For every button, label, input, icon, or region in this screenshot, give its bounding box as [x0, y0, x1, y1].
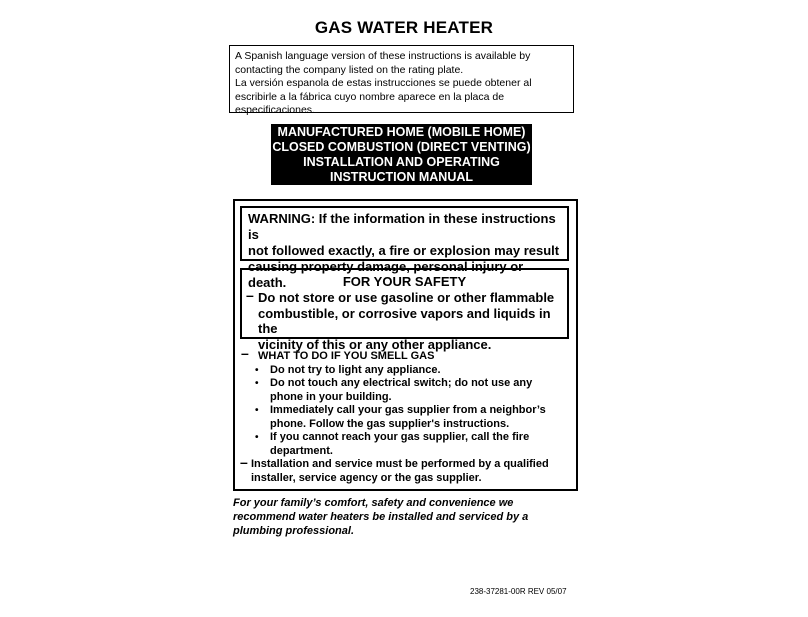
smell-gas-item-3-line2: phone. Follow the gas supplier's instructions.	[270, 417, 510, 430]
family-line2: recommend water heaters be installed and serviced by a	[233, 511, 529, 523]
bullet-1: •	[255, 365, 259, 376]
smell-gas-dash-marker: –	[241, 345, 249, 361]
warning-line3: causing property damage, personal injury or death.	[248, 259, 524, 290]
smell-gas-item-2	[270, 377, 560, 404]
installation-line1: Installation and service must be performed by a qualified	[251, 458, 549, 470]
smell-gas-item-4	[270, 431, 560, 458]
family-line1: For your family’s comfort, safety and convenience we	[233, 497, 514, 509]
installation-dash-marker: –	[240, 454, 248, 470]
manual-title-line2: CLOSED COMBUSTION (DIRECT VENTING)	[272, 140, 531, 154]
safety-box	[240, 268, 569, 352]
language-notice-en-line2: contacting the company listed on the rating plate.	[235, 63, 464, 76]
language-notice-box	[229, 45, 574, 116]
bullet-2: •	[255, 378, 259, 389]
manual-title-line1: MANUFACTURED HOME (MOBILE HOME)	[277, 125, 526, 139]
smell-gas-item-4-line1: If you cannot reach your gas supplier, call the fire	[270, 431, 530, 443]
warning-line2: not followed exactly, a fire or explosion may result	[248, 243, 560, 258]
smell-gas-item-3	[270, 404, 560, 431]
smell-gas-item-2-line1: Do not touch any electrical switch; do not use any	[270, 377, 533, 389]
installation-text	[251, 458, 566, 485]
safety-dash-marker: –	[246, 287, 254, 303]
revision-number: 238-37281-00R REV 05/07	[470, 587, 567, 596]
language-notice-es-line1: La versión espanola de estas instrucciones se puede obtener al	[235, 77, 532, 89]
family-recommendation	[233, 496, 578, 538]
smell-gas-item-1	[270, 364, 560, 378]
safety-line2: combustible, or corrosive vapors and liquids in the	[258, 305, 551, 336]
smell-gas-item-4-line2: department.	[270, 444, 333, 457]
safety-text	[258, 290, 561, 352]
family-line3: plumbing professional.	[233, 525, 355, 537]
smell-gas-item-2-line2: phone in your building.	[270, 390, 392, 403]
smell-gas-item-1-line1: Do not try to light any appliance.	[270, 364, 441, 376]
installation-line2: installer, service agency or the gas supplier.	[251, 471, 482, 484]
page-title: GAS WATER HEATER	[314, 18, 494, 37]
manual-title-box	[271, 124, 532, 185]
smell-gas-heading: WHAT TO DO IF YOU SMELL GAS	[258, 350, 435, 362]
smell-gas-item-3-line1: Immediately call your gas supplier from a neighbor’s	[270, 404, 546, 416]
language-notice-es-line3: especificaciones.	[235, 104, 315, 116]
warning-line1: WARNING: If the information in these instructions is	[248, 211, 556, 242]
language-notice-es-line2: escribirle a la fábrica cuyo nombre aparece en la placa de	[235, 90, 505, 103]
bullet-4: •	[255, 432, 259, 443]
manual-title-line3: INSTALLATION AND OPERATING	[303, 155, 500, 169]
safety-line1: Do not store or use gasoline or other flammable	[258, 290, 555, 305]
manual-title-line4: INSTRUCTION MANUAL	[329, 170, 474, 184]
safety-heading: FOR YOUR SAFETY	[342, 274, 467, 289]
bullet-3: •	[255, 405, 259, 416]
safety-line3: vicinity of this or any other appliance.	[258, 336, 492, 352]
language-notice-en-line1: A Spanish language version of these instructions is available by	[235, 50, 531, 62]
